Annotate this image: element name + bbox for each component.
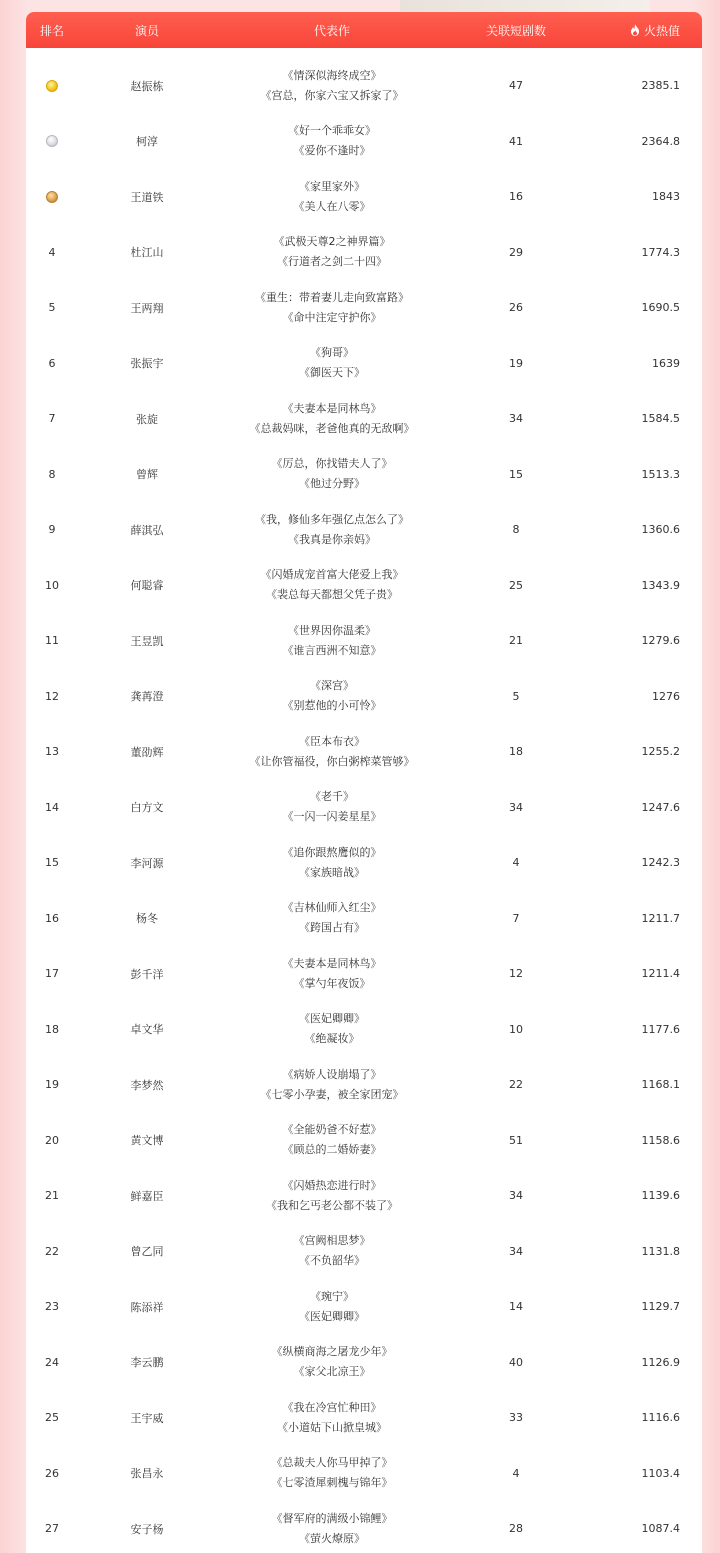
heat-value: 1255.2 xyxy=(641,745,680,759)
works-cell xyxy=(216,621,448,661)
table-header xyxy=(26,12,702,48)
heat-value: 1360.6 xyxy=(641,523,680,537)
rank-cell: 15 xyxy=(45,856,59,870)
actor-name[interactable]: 何聪睿 xyxy=(130,579,164,593)
heat-value: 1247.6 xyxy=(641,800,680,814)
episode-count: 18 xyxy=(509,745,523,759)
table-row[interactable] xyxy=(26,835,702,891)
table-row[interactable] xyxy=(26,280,702,336)
actor-name[interactable]: 张昌永 xyxy=(130,1467,164,1481)
episode-count: 47 xyxy=(509,79,523,93)
work-title[interactable]: 《病娇人设崩塌了》 xyxy=(282,1067,382,1081)
works-cell xyxy=(216,66,448,106)
work-title[interactable]: 《夫妻本是同林鸟》 xyxy=(282,401,382,415)
actor-name[interactable]: 张旋 xyxy=(136,412,158,426)
rank-cell: 13 xyxy=(45,745,59,759)
gold-medal-icon xyxy=(46,80,58,92)
rank-cell: 9 xyxy=(48,523,56,537)
actor-name[interactable]: 李云鹏 xyxy=(130,1356,164,1370)
work-title[interactable]: 《全能奶爸不好惹》 xyxy=(282,1123,382,1137)
work-title[interactable]: 《掌勺年夜饭》 xyxy=(293,976,371,990)
work-title[interactable]: 《我在冷宫忙种田》 xyxy=(282,1400,382,1414)
work-title[interactable]: 《总裁妈咪，老爸他真的无敌啊》 xyxy=(249,421,415,435)
rank-cell xyxy=(26,135,78,147)
work-title[interactable]: 《厉总，你找错夫人了》 xyxy=(271,457,393,471)
heat-value: 1177.6 xyxy=(641,1022,680,1036)
work-title[interactable]: 《医妃卿卿》 xyxy=(299,1012,365,1026)
table-row[interactable] xyxy=(26,891,702,947)
actor-name[interactable]: 王道铁 xyxy=(130,190,164,204)
work-title[interactable]: 《七零渣犀刺槐与锦年》 xyxy=(271,1476,393,1490)
actor-name[interactable]: 卓文华 xyxy=(130,1023,164,1037)
work-title[interactable]: 《我，修仙多年强亿点怎么了》 xyxy=(255,512,409,526)
episode-count: 28 xyxy=(509,1522,523,1536)
works-cell xyxy=(216,177,448,217)
heat-value: 1639 xyxy=(652,356,680,370)
bronze-medal-icon xyxy=(46,191,58,203)
table-row[interactable] xyxy=(26,1335,702,1391)
work-title[interactable]: 《武极天尊2之神界篇》 xyxy=(273,235,391,249)
heat-value: 1843 xyxy=(652,190,680,204)
work-title[interactable]: 《美人在八零》 xyxy=(293,199,371,213)
work-title[interactable]: 《顾总的二婚娇妻》 xyxy=(282,1143,382,1157)
table-row[interactable] xyxy=(26,669,702,725)
actor-name[interactable]: 黄文博 xyxy=(130,1134,164,1148)
heat-value: 1139.6 xyxy=(641,1189,680,1203)
works-cell xyxy=(216,1065,448,1105)
work-title[interactable]: 《深宫》 xyxy=(310,679,354,693)
work-title[interactable]: 《绝凝妆》 xyxy=(304,1032,360,1046)
heat-value: 1126.9 xyxy=(641,1355,680,1369)
actor-name[interactable]: 曾辉 xyxy=(136,468,158,482)
heat-value: 1129.7 xyxy=(641,1300,680,1314)
actor-name[interactable]: 龚苒澄 xyxy=(130,690,164,704)
actor-name[interactable]: 王宇威 xyxy=(130,1411,164,1425)
episode-count: 25 xyxy=(509,578,523,592)
header-episodes: 关联短剧数 xyxy=(485,23,546,38)
table-row[interactable] xyxy=(26,1390,702,1446)
rank-cell: 14 xyxy=(45,800,59,814)
table-row[interactable] xyxy=(26,1224,702,1280)
actor-name[interactable]: 董劭辉 xyxy=(130,745,164,759)
episode-count: 51 xyxy=(509,1133,523,1147)
work-title[interactable]: 《爱你不逢时》 xyxy=(293,144,371,158)
table-row[interactable] xyxy=(26,558,702,614)
rank-cell: 21 xyxy=(45,1189,59,1203)
work-title[interactable]: 《夫妻本是同林鸟》 xyxy=(282,956,382,970)
heat-value: 1343.9 xyxy=(641,578,680,592)
work-title[interactable]: 《宫阙相思梦》 xyxy=(293,1234,371,1248)
works-cell xyxy=(216,1176,448,1216)
work-title[interactable]: 《医妃卿卿》 xyxy=(299,1309,365,1323)
table-row[interactable] xyxy=(26,169,702,225)
table-row[interactable] xyxy=(26,1057,702,1113)
heat-value: 1513.3 xyxy=(641,467,680,481)
table-row[interactable] xyxy=(26,780,702,836)
work-title[interactable]: 《总裁夫人你马甲掉了》 xyxy=(271,1456,393,1470)
works-cell xyxy=(216,343,448,383)
table-row[interactable] xyxy=(26,1168,702,1224)
actor-name[interactable]: 安子杨 xyxy=(130,1522,164,1536)
work-title[interactable]: 《好一个乖乖女》 xyxy=(288,124,376,138)
rank-cell: 10 xyxy=(45,578,59,592)
ranking-list xyxy=(26,58,702,1553)
episode-count: 34 xyxy=(509,1244,523,1258)
heat-value: 1087.4 xyxy=(641,1522,680,1536)
rank-cell: 19 xyxy=(45,1078,59,1092)
table-row[interactable] xyxy=(26,1446,702,1502)
episode-count: 29 xyxy=(509,245,523,259)
rank-cell: 26 xyxy=(45,1466,59,1480)
heat-value: 2364.8 xyxy=(641,134,680,148)
episode-count: 15 xyxy=(509,467,523,481)
table-row[interactable] xyxy=(26,502,702,558)
work-title[interactable]: 《追你跟熬鹰似的》 xyxy=(282,845,382,859)
header-heat xyxy=(584,22,702,39)
actor-name[interactable]: 杨冬 xyxy=(136,912,158,926)
flame-icon xyxy=(630,24,640,36)
rank-cell: 20 xyxy=(45,1133,59,1147)
actor-name[interactable]: 赵振栋 xyxy=(130,79,164,93)
table-row[interactable] xyxy=(26,114,702,170)
episode-count: 5 xyxy=(512,689,520,703)
works-cell xyxy=(216,1453,448,1493)
header-works: 代表作 xyxy=(313,23,350,38)
table-row[interactable] xyxy=(26,946,702,1002)
rank-cell: 23 xyxy=(45,1300,59,1314)
work-title[interactable]: 《一闪一闪姜星星》 xyxy=(282,810,382,824)
rank-cell: 16 xyxy=(45,911,59,925)
heat-value: 1103.4 xyxy=(641,1466,680,1480)
works-cell xyxy=(216,732,448,772)
table-row[interactable] xyxy=(26,613,702,669)
rank-cell: 11 xyxy=(45,634,59,648)
rank-cell: 7 xyxy=(48,412,56,426)
header-rank: 排名 xyxy=(39,23,64,38)
work-title[interactable]: 《重生：带着妻儿走向致富路》 xyxy=(255,290,409,304)
heat-value: 2385.1 xyxy=(641,79,680,93)
rank-cell: 8 xyxy=(48,467,56,481)
rank-cell: 4 xyxy=(48,245,56,259)
episode-count: 22 xyxy=(509,1078,523,1092)
works-cell xyxy=(216,232,448,272)
episode-count: 8 xyxy=(512,523,520,537)
works-cell xyxy=(216,676,448,716)
episode-count: 26 xyxy=(509,301,523,315)
rank-cell: 12 xyxy=(45,689,59,703)
episode-count: 10 xyxy=(509,1022,523,1036)
rank-cell: 17 xyxy=(45,967,59,981)
episode-count: 7 xyxy=(512,911,520,925)
actor-name[interactable]: 王两翔 xyxy=(130,301,164,315)
actor-name[interactable]: 李梦然 xyxy=(130,1078,164,1092)
heat-value: 1584.5 xyxy=(641,412,680,426)
table-row[interactable] xyxy=(26,1279,702,1335)
header-heat-label: 火热值 xyxy=(643,23,680,38)
heat-value: 1690.5 xyxy=(641,301,680,315)
work-title[interactable]: 《裴总每天都想父凭子贵》 xyxy=(266,588,398,602)
work-title[interactable]: 《萤火燎原》 xyxy=(299,1531,365,1545)
heat-value: 1158.6 xyxy=(641,1133,680,1147)
actor-name[interactable]: 白方文 xyxy=(130,801,164,815)
works-cell xyxy=(216,954,448,994)
work-title[interactable]: 《家族暗战》 xyxy=(299,865,365,879)
actor-name[interactable]: 彭千洋 xyxy=(130,967,164,981)
actor-name[interactable]: 王昱凯 xyxy=(130,634,164,648)
table-row[interactable] xyxy=(26,724,702,780)
work-title[interactable]: 《他过分野》 xyxy=(299,477,365,491)
episode-count: 4 xyxy=(512,856,520,870)
work-title[interactable]: 《闪婚热恋进行时》 xyxy=(282,1178,382,1192)
work-title[interactable]: 《让你管福役，你白粥榨菜管够》 xyxy=(249,754,415,768)
actor-name[interactable]: 柯淳 xyxy=(136,135,158,149)
work-title[interactable]: 《世界因你温柔》 xyxy=(288,623,376,637)
heat-value: 1279.6 xyxy=(641,634,680,648)
top-image-strip xyxy=(400,0,650,12)
table-row[interactable] xyxy=(26,391,702,447)
works-cell xyxy=(216,1120,448,1160)
rank-cell: 27 xyxy=(45,1522,59,1536)
episode-count: 21 xyxy=(509,634,523,648)
works-cell xyxy=(216,510,448,550)
actor-name[interactable]: 薛淇弘 xyxy=(130,523,164,537)
episode-count: 16 xyxy=(509,190,523,204)
works-cell xyxy=(216,121,448,161)
silver-medal-icon xyxy=(46,135,58,147)
heat-value: 1276 xyxy=(652,689,680,703)
works-cell xyxy=(216,898,448,938)
heat-value: 1242.3 xyxy=(641,856,680,870)
actor-name[interactable]: 曾乙同 xyxy=(130,1245,164,1259)
works-cell xyxy=(216,288,448,328)
table-row[interactable] xyxy=(26,1113,702,1169)
work-title[interactable]: 《老千》 xyxy=(310,790,354,804)
work-title[interactable]: 《臣本布衣》 xyxy=(299,734,365,748)
table-row[interactable] xyxy=(26,336,702,392)
works-cell xyxy=(216,1231,448,1271)
work-title[interactable]: 《命中注定守护你》 xyxy=(282,310,382,324)
work-title[interactable]: 《不负韶华》 xyxy=(299,1254,365,1268)
table-row[interactable] xyxy=(26,1002,702,1058)
works-cell xyxy=(216,399,448,439)
work-title[interactable]: 《家父北凉王》 xyxy=(293,1365,371,1379)
works-cell xyxy=(216,843,448,883)
works-cell xyxy=(216,454,448,494)
rank-cell: 25 xyxy=(45,1411,59,1425)
works-cell xyxy=(216,1287,448,1327)
header-actor: 演员 xyxy=(134,23,159,38)
work-title[interactable]: 《吉林仙师入红尘》 xyxy=(282,901,382,915)
works-cell xyxy=(216,1398,448,1438)
work-title[interactable]: 《情深似海终成空》 xyxy=(282,68,382,82)
rank-cell: 24 xyxy=(45,1355,59,1369)
episode-count: 41 xyxy=(509,134,523,148)
episode-count: 14 xyxy=(509,1300,523,1314)
heat-value: 1116.6 xyxy=(641,1411,680,1425)
works-cell xyxy=(216,1342,448,1382)
rank-cell xyxy=(26,191,78,203)
work-title[interactable]: 《行道者之剑二十四》 xyxy=(277,255,387,269)
heat-value: 1211.7 xyxy=(641,911,680,925)
work-title[interactable]: 《谁言西洲不知意》 xyxy=(282,643,382,657)
works-cell xyxy=(216,565,448,605)
episode-count: 34 xyxy=(509,800,523,814)
work-title[interactable]: 《闪婚成宠首富大佬爱上我》 xyxy=(260,568,404,582)
work-title[interactable]: 《琬宁》 xyxy=(310,1289,354,1303)
episode-count: 33 xyxy=(509,1411,523,1425)
heat-value: 1168.1 xyxy=(641,1078,680,1092)
episode-count: 12 xyxy=(509,967,523,981)
work-title[interactable]: 《别惹他的小可怜》 xyxy=(282,699,382,713)
table-row[interactable] xyxy=(26,447,702,503)
actor-name[interactable]: 陈添祥 xyxy=(130,1300,164,1314)
work-title[interactable]: 《御医天下》 xyxy=(299,366,365,380)
work-title[interactable]: 《家里家外》 xyxy=(299,179,365,193)
episode-count: 4 xyxy=(512,1466,520,1480)
episode-count: 19 xyxy=(509,356,523,370)
actor-name[interactable]: 张振宇 xyxy=(130,357,164,371)
work-title[interactable]: 《宫总，你家六宝又拆家了》 xyxy=(260,88,404,102)
heat-value: 1774.3 xyxy=(641,245,680,259)
work-title[interactable]: 《纵横商海之屠龙少年》 xyxy=(271,1345,393,1359)
work-title[interactable]: 《跨国占有》 xyxy=(299,921,365,935)
work-title[interactable]: 《七零小孕妻，被全家团宠》 xyxy=(260,1087,404,1101)
table-row[interactable] xyxy=(26,1501,702,1553)
works-cell xyxy=(216,787,448,827)
rank-cell: 6 xyxy=(48,356,56,370)
table-row[interactable] xyxy=(26,58,702,114)
works-cell xyxy=(216,1009,448,1049)
rank-cell xyxy=(26,80,78,92)
work-title[interactable]: 《督军府的满级小锦鲤》 xyxy=(271,1511,393,1525)
episode-count: 34 xyxy=(509,412,523,426)
work-title[interactable]: 《狗哥》 xyxy=(310,346,354,360)
work-title[interactable]: 《我真是你亲妈》 xyxy=(288,532,376,546)
actor-name[interactable]: 杜江山 xyxy=(130,246,164,260)
works-cell xyxy=(216,1509,448,1549)
actor-name[interactable]: 鲜嘉臣 xyxy=(130,1189,164,1203)
episode-count: 40 xyxy=(509,1355,523,1369)
work-title[interactable]: 《我和乞丐老公都不装了》 xyxy=(266,1198,398,1212)
heat-value: 1131.8 xyxy=(641,1244,680,1258)
episode-count: 34 xyxy=(509,1189,523,1203)
rank-cell: 5 xyxy=(48,301,56,315)
actor-name[interactable]: 李河源 xyxy=(130,856,164,870)
heat-value: 1211.4 xyxy=(641,967,680,981)
rank-cell: 22 xyxy=(45,1244,59,1258)
ranking-panel xyxy=(26,12,702,1553)
work-title[interactable]: 《小道姑下山掀皇城》 xyxy=(277,1420,387,1434)
table-row[interactable] xyxy=(26,225,702,281)
rank-cell: 18 xyxy=(45,1022,59,1036)
